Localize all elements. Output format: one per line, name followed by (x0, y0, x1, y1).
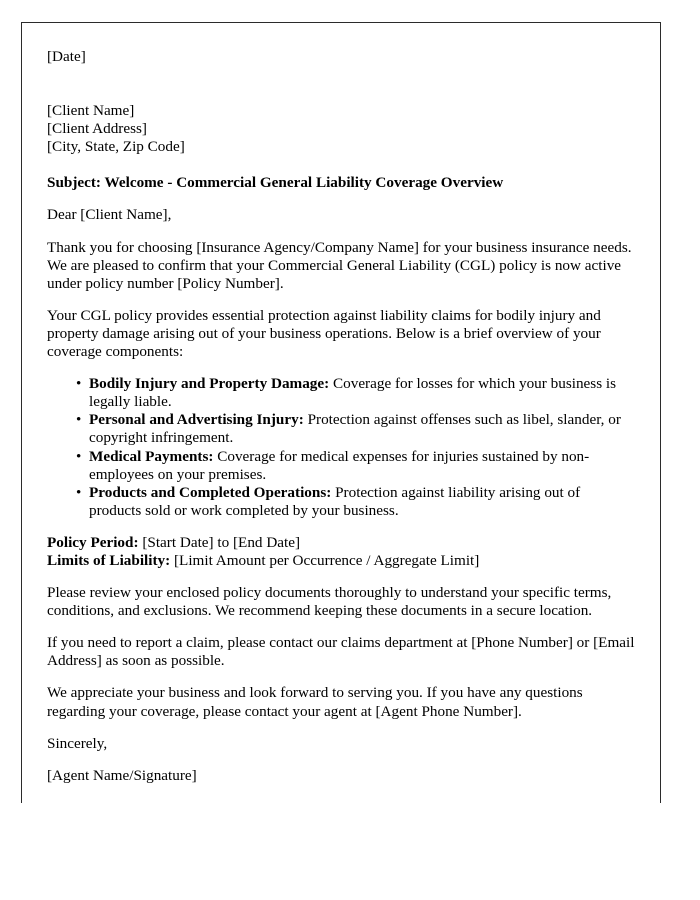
list-item (47, 484, 636, 520)
policy-period-line (47, 534, 636, 552)
paragraph-appreciation: We appreciate your business and look forward to serving you. If you have any questions regarding your coverage, please contact your agent at [Agent Phone Number]. (47, 684, 583, 720)
coverage-description: Protection against liability arising out of products sold or work completed by your business. (89, 483, 581, 519)
valediction: Sincerely, (47, 734, 108, 752)
policy-period-label: Policy Period: (47, 533, 139, 551)
limits-of-liability-label: Limits of Liability: (47, 551, 171, 569)
coverage-term: Products and Completed Operations: (89, 483, 332, 501)
subject-line: Subject: Welcome - Commercial General Liability Coverage Overview (47, 174, 504, 192)
coverage-description: Protection against offenses such as libel, slander, or copyright infringement. (89, 411, 621, 447)
paragraph-report-claim: If you need to report a claim, please contact our claims department at [Phone Number] or [Email Address] as soon as possible. (47, 634, 635, 670)
spacer-after-date (47, 66, 636, 84)
list-item (47, 448, 636, 484)
coverage-components-list (47, 375, 636, 520)
coverage-term: Bodily Injury and Property Damage: (89, 375, 330, 393)
limits-of-liability-line (47, 552, 636, 570)
coverage-description: Coverage for medical expenses for injuries sustained by non-employees on your premises. (89, 447, 590, 483)
paragraph-review-documents: Please review your enclosed policy documents thoroughly to understand your specific terms, conditions, and exclusions. We recommend keeping these documents in a secure location. (47, 584, 612, 620)
coverage-term: Personal and Advertising Injury: (89, 411, 304, 429)
document-page (21, 22, 661, 803)
client-name-field: [Client Name] (47, 102, 135, 120)
list-item (47, 411, 636, 447)
date-field: [Date] (47, 48, 86, 65)
signature-block: [Agent Name/Signature] (47, 766, 197, 784)
salutation: Dear [Client Name], (47, 206, 172, 224)
policy-period-value: [Start Date] to [End Date] (138, 533, 301, 551)
spacer-after-date-2 (47, 84, 636, 102)
limits-of-liability-value: [Limit Amount per Occurrence / Aggregate Limit] (170, 551, 480, 569)
list-item (47, 375, 636, 411)
client-address-field: [Client Address] (47, 120, 147, 138)
coverage-description: Coverage for losses for which your business is legally liable. (89, 375, 617, 411)
paragraph-intro: Thank you for choosing [Insurance Agency/Company Name] for your business insurance needs. We are pleased to confirm that your Commercial General Liability (CGL) policy is now active under policy number [Policy Number]. (47, 238, 632, 292)
letter-body (47, 48, 636, 785)
client-city-state-zip-field: [City, State, Zip Code] (47, 138, 185, 156)
policy-details-block (47, 534, 636, 570)
spacer-before-subject (47, 156, 636, 174)
paragraph-coverage-overview: Your CGL policy provides essential protection against liability claims for bodily injury and property damage arising out of your business operations. Below is a brief overview of your coverage components: (47, 306, 601, 361)
coverage-term: Medical Payments: (89, 447, 214, 465)
